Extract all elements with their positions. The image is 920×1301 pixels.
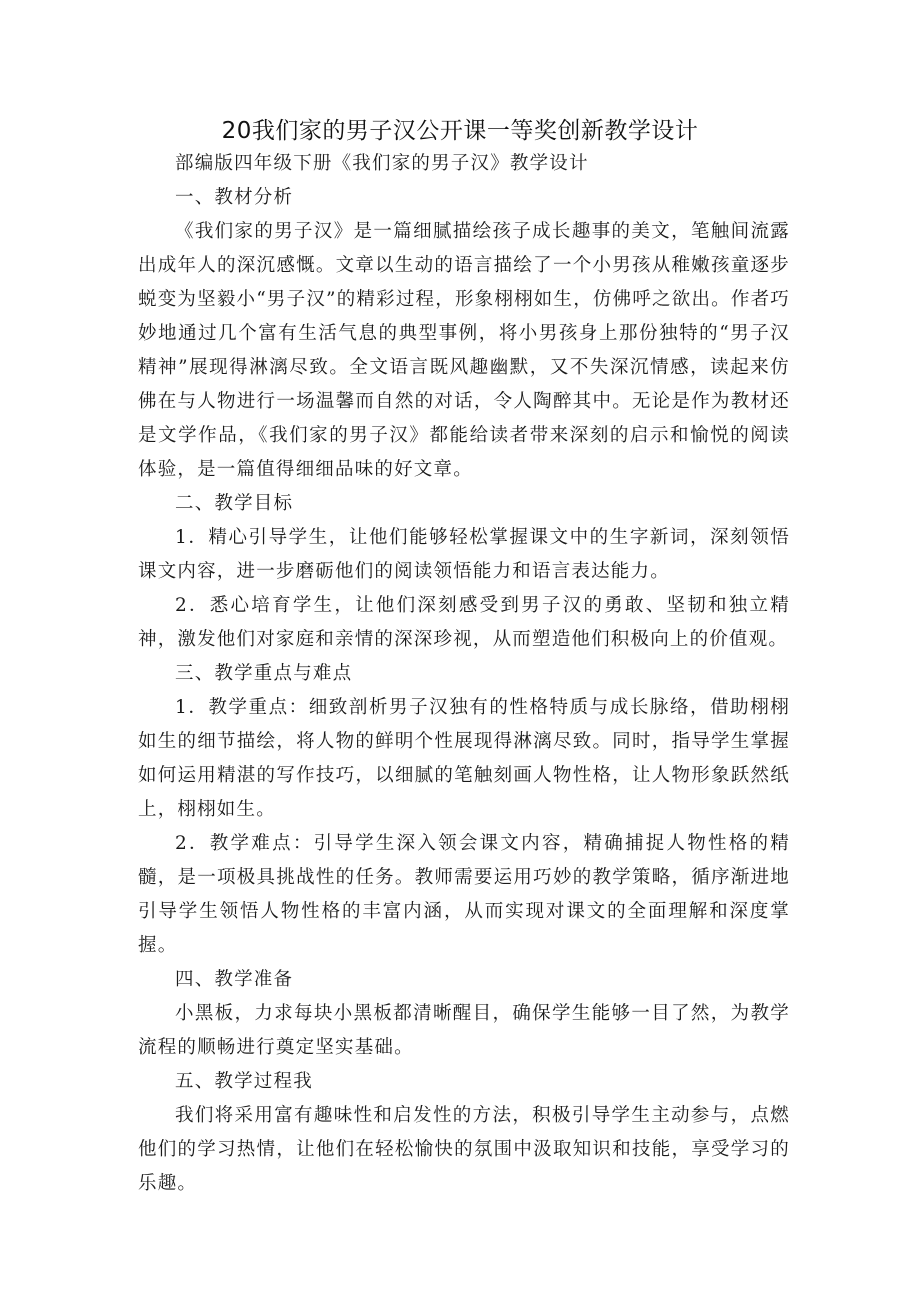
paragraph-difficulty: 2．教学难点：引导学生深入领会课文内容，精确捕捉人物性格的精髓，是一项极具挑战性的任务。教师需要运用巧妙的教学策略，循序渐进地引导学生领悟人物性格的丰富内涵，从而实现对课文的全面理解和深度掌握。 xyxy=(138,833,790,956)
section-heading-teaching-goals: 二、教学目标 xyxy=(175,493,294,514)
paragraph-process: 我们将采用富有趣味性和启发性的方法，积极引导学生主动参与，点燃他们的学习热情，让他们在轻松愉快的氛围中汲取知识和技能，享受学习的乐趣。 xyxy=(138,1105,790,1194)
paragraph-goal-2: 2．悉心培育学生，让他们深刻感受到男子汉的勇敢、坚韧和独立精神，激发他们对家庭和亲情的深深珍视，从而塑造他们积极向上的价值观。 xyxy=(138,595,790,650)
paragraph-key-point: 1．教学重点：细致剖析男子汉独有的性格特质与成长脉络，借助栩栩如生的细节描绘，将人物的鲜明个性展现得淋漓尽致。同时，指导学生掌握如何运用精湛的写作技巧，以细腻的笔触刻画人物性格，让人物形象跃然纸上，栩栩如生。 xyxy=(138,697,790,820)
document-subtitle: 部编版四年级下册《我们家的男子汉》教学设计 xyxy=(175,153,589,174)
paragraph-preparation: 小黑板，力求每块小黑板都清晰醒目，确保学生能够一目了然，为教学流程的顺畅进行奠定坚实基础。 xyxy=(138,1003,790,1058)
section-heading-key-points: 三、教学重点与难点 xyxy=(175,663,353,684)
section-heading-textbook-analysis: 一、教材分析 xyxy=(175,187,294,208)
paragraph-textbook-analysis: 《我们家的男子汉》是一篇细腻描绘孩子成长趣事的美文，笔触间流露出成年人的深沉感慨。文章以生动的语言描绘了一个小男孩从稚嫩孩童逐步蜕变为坚毅小“男子汉”的精彩过程，形象栩栩如生，仿佛呼之欲出。作者巧妙地通过几个富有生活气息的典型事例，将小男孩身上那份独特的“男子汉精神”展现得淋漓尽致。全文语言既风趣幽默，又不失深沉情感，读起来仿佛在与人物进行一场温馨而自然的对话，令人陶醉其中。无论是作为教材还是文学作品，《我们家的男子汉》都能给读者带来深刻的启示和愉悦的阅读体验，是一篇值得细细品味的好文章。 xyxy=(138,221,790,480)
section-heading-process: 五、教学过程我 xyxy=(175,1071,313,1092)
section-heading-preparation: 四、教学准备 xyxy=(175,969,294,990)
document-body xyxy=(138,147,790,1201)
document-title: 20我们家的男子汉公开课一等奖创新教学设计 xyxy=(221,118,699,144)
paragraph-goal-1: 1．精心引导学生，让他们能够轻松掌握课文中的生字新词，深刻领悟课文内容，进一步磨砺他们的阅读领悟能力和语言表达能力。 xyxy=(138,527,790,582)
